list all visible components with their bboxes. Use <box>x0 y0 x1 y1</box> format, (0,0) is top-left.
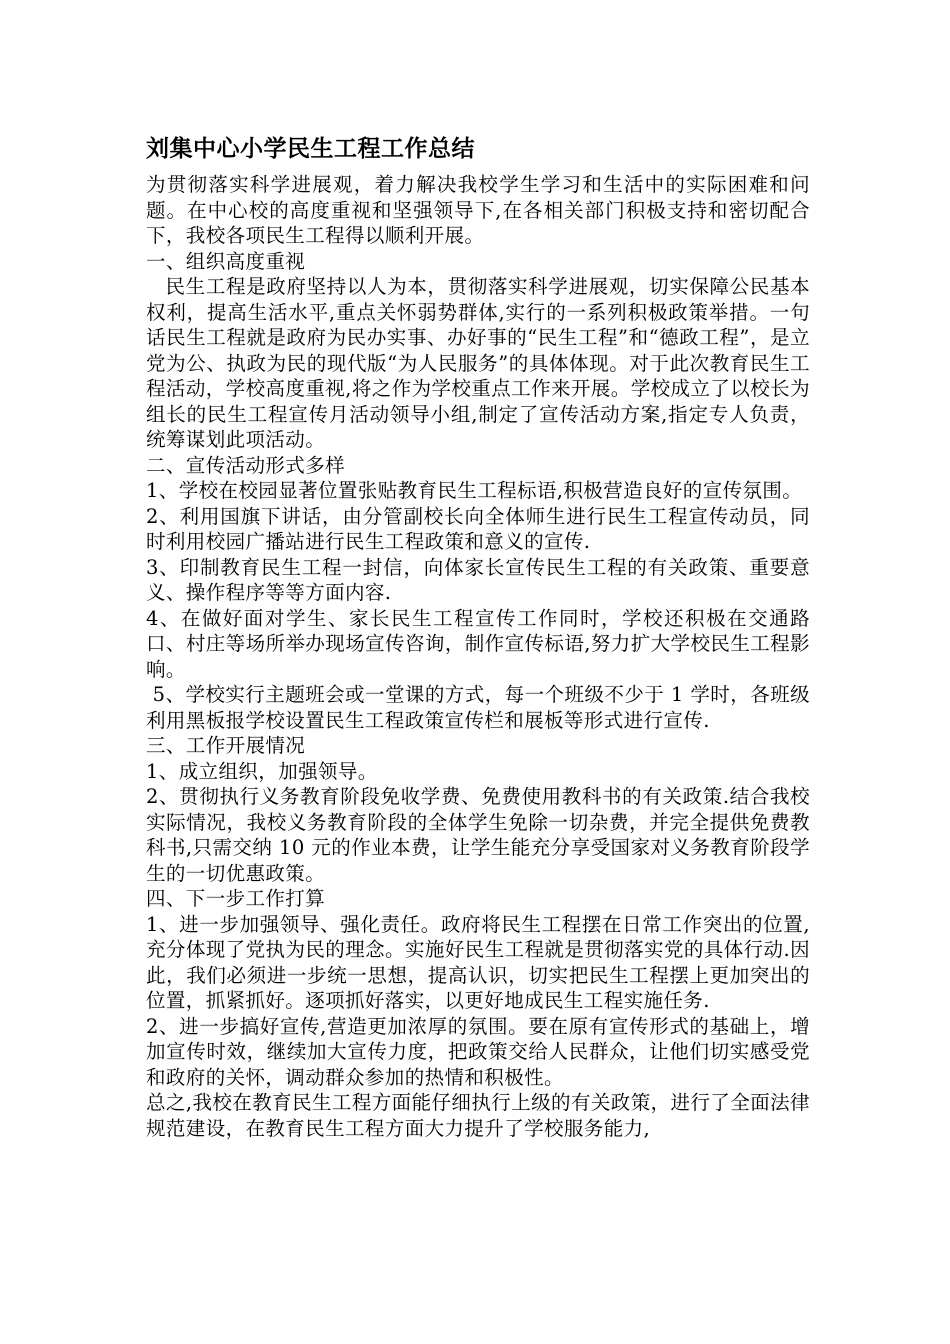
list-item-4-1: 1、进一步加强领导、强化责任。政府将民生工程摆在日常工作突出的位置,充分体现了党执为民的理念。实施好民生工程就是贯彻落实党的具体行动.因此，我们必须进一步统一思想，提高认识，切实把民生工程摆上更加突出的位置，抓紧抓好。逐项抓好落实，以更好地成民生工程实施任务. <box>146 912 810 1012</box>
conclusion-paragraph: 总之,我校在教育民生工程方面能仔细执行上级的有关政策，进行了全面法律规范建设，在教育民生工程方面大力提升了学校服务能力, <box>146 1091 810 1140</box>
list-item-2-1: 1、学校在校园显著位置张贴教育民生工程标语,积极营造良好的宣传氛围。 <box>146 479 803 502</box>
section-heading-4: 四、下一步工作打算 <box>146 887 326 910</box>
list-item-2-4: 4、在做好面对学生、家长民生工程宣传工作同时，学校还积极在交通路口、村庄等场所举办现场宣传咨询，制作宣传标语,努力扩大学校民生工程影响。 <box>146 606 810 681</box>
section-heading-3: 三、工作开展情况 <box>146 734 306 757</box>
list-item-3-1: 1、成立组织，加强领导。 <box>146 759 378 783</box>
list-item-4-2: 2、进一步搞好宣传,营造更加浓厚的氛围。要在原有宣传形式的基础上，增加宣传时效，继续加大宣传力度，把政策交给人民群众，让他们切实感受党和政府的关怀，调动群众参加的热情和积极性。 <box>146 1014 810 1089</box>
intro-paragraph: 为贯彻落实科学进展观，着力解决我校学生学习和生活中的实际困难和问题。在中心校的高度重视和坚强领导下,在各相关部门积极支持和密切配合下，我校各项民生工程得以顺利开展。 <box>146 173 810 247</box>
section-heading-1: 一、组织高度重视 <box>146 249 306 273</box>
document-page <box>146 132 810 1141</box>
document-title: 刘集中心小学民生工程工作总结 <box>146 136 475 162</box>
list-item-2-3: 3、印制教育民生工程一封信，向体家长宣传民生工程的有关政策、重要意义、操作程序等等方面内容. <box>146 555 810 604</box>
section-1-paragraph: 民生工程是政府坚持以人为本，贯彻落实科学进展观，切实保障公民基本权利，提高生活水平,重点关怀弱势群体,实行的一系列积极政策举措。一句话民生工程就是政府为民办实事、办好事的“民生工程”和“德政工程”，是立党为公、执政为民的现代版“为人民服务”的具体体现。对于此次教育民生工程活动，学校高度重视,将之作为学校重点工作来开展。学校成立了以校长为组长的民生工程宣传月活动领导小组,制定了宣传活动方案,指定专人负责，统筹谋划此项活动。 <box>146 275 810 451</box>
section-heading-2: 二、宣传活动形式多样 <box>146 453 346 477</box>
list-item-2-2: 2、利用国旗下讲话，由分管副校长向全体师生进行民生工程宣传动员，同时利用校园广播站进行民生工程政策和意义的宣传. <box>146 504 810 553</box>
list-item-2-5: 5、学校实行主题班会或一堂课的方式，每一个班级不少于 1 学时，各班级利用黑板报学校设置民生工程政策宣传栏和展板等形式进行宣传. <box>146 683 810 732</box>
list-item-3-2: 2、贯彻执行义务教育阶段免收学费、免费使用教科书的有关政策.结合我校实际情况，我校义务教育阶段的全体学生免除一切杂费，并完全提供免费教科书,只需交纳 10 元的作业本费，让学生能充分享受国家对义务教育阶段学生的一切优惠政策。 <box>146 785 810 885</box>
